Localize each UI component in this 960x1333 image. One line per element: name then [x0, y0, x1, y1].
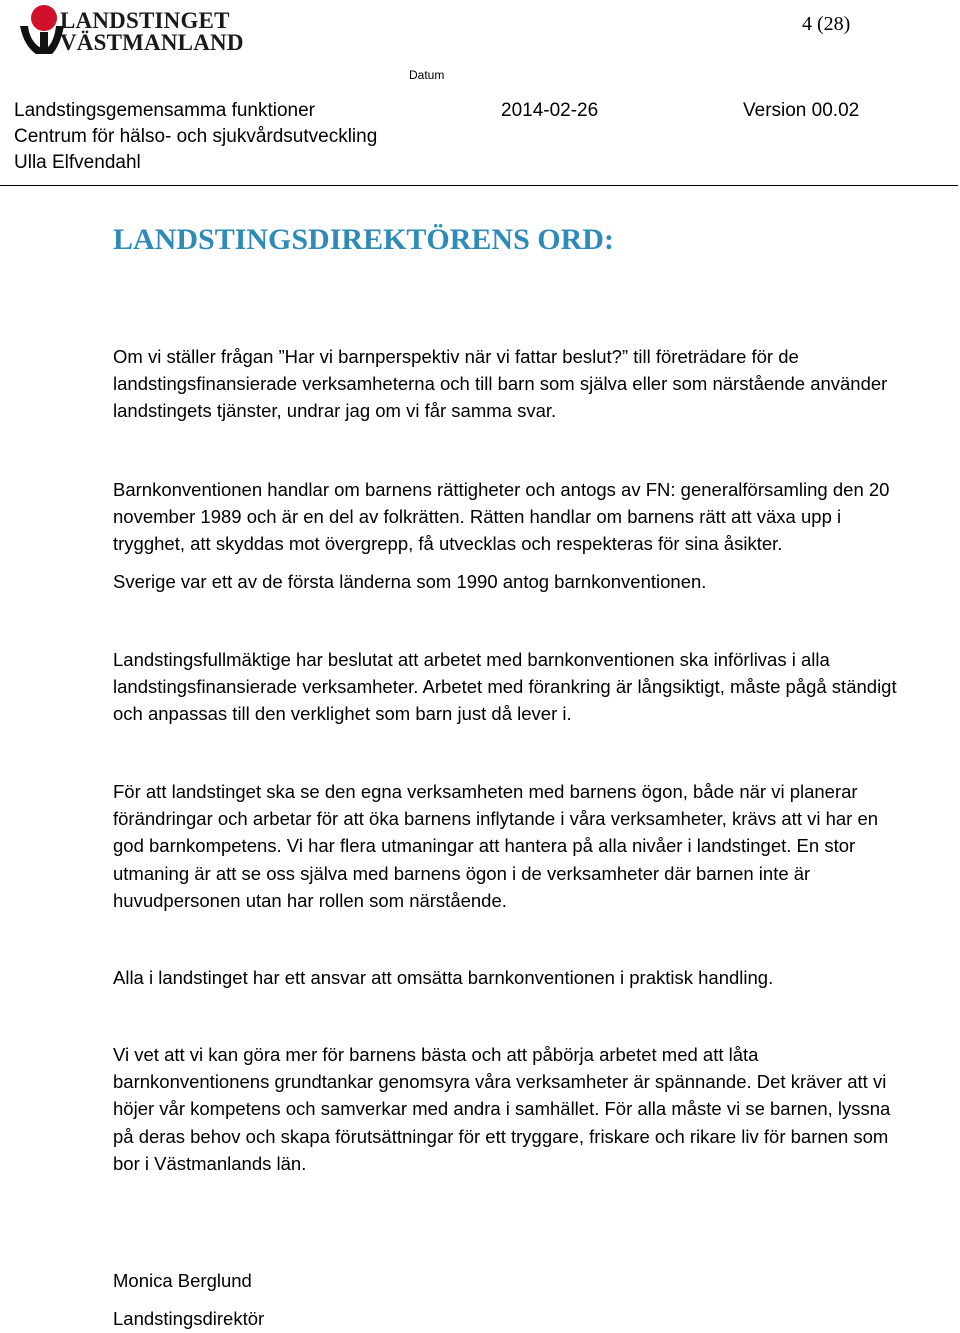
header-divider: [0, 185, 958, 186]
text-line: landstingsfinansierade verksamheterna och till barn som själva eller som närstående använder: [113, 373, 888, 395]
logo-line-2: VÄSTMANLAND: [60, 30, 244, 55]
text-line: Landstingsfullmäktige har beslutat att arbetet med barnkonventionen ska införlivas i alla: [113, 649, 830, 670]
text-line: bor i Västmanlands län.: [113, 1152, 307, 1174]
text-line: För att landstinget ska se den egna verksamheten med barnens ögon, både när vi planerar: [113, 781, 858, 802]
logo-line-1: LANDSTINGET: [60, 8, 230, 33]
department: Landstingsgemensamma funktioner: [14, 100, 316, 121]
document-date: 2014-02-26: [501, 100, 599, 121]
unit: Centrum för hälso- och sjukvårdsutveckling: [14, 126, 378, 147]
text-line: på deras behov och skapa förutsättningar för ett tryggare, friskare och rikare liv för barnen som: [113, 1125, 889, 1147]
text-line: Om vi ställer frågan ”Har vi barnperspektiv när vi fattar beslut?” till företrädare för de: [113, 346, 799, 367]
document-version: Version 00.02: [743, 100, 860, 121]
text-line: Alla i landstinget har ett ansvar att omsätta barnkonventionen i praktisk handling.: [113, 967, 774, 988]
text-line: förändringar och arbetar för att öka barnens inflytande i våra verksamheter, krävs att vi har en: [113, 808, 879, 830]
date-label: Datum: [409, 68, 445, 82]
paragraph-1: [113, 343, 953, 425]
author: Ulla Elfvendahl: [14, 152, 141, 173]
text-line: landstingsfinansierade verksamheter. Arbetet med förankring är långsiktigt, måste pågå ständigt: [113, 676, 897, 698]
text-line: och anpassas till den verklighet som barn just då lever i.: [113, 703, 572, 725]
logo-wordmark: [60, 10, 244, 54]
landstinget-logo: [14, 2, 244, 58]
text-line: Sverige var ett av de första länderna som 1990 antog barnkonventionen.: [113, 571, 707, 592]
paragraph-4: [113, 646, 953, 728]
text-line: Vi vet att vi kan göra mer för barnens bästa och att påbörja arbetet med att låta: [113, 1044, 759, 1065]
text-line: utmaning är att se oss själva med barnens ögon i de verksamheter där barnen inte är: [113, 862, 811, 884]
text-line: landstingets tjänster, undrar jag om vi får samma svar.: [113, 400, 557, 422]
signature-name: Monica Berglund: [113, 1270, 252, 1291]
paragraph-5: [113, 778, 953, 914]
signature-title: Landstingsdirektör: [113, 1308, 265, 1329]
text-line: trygghet, att skyddas mot övergrepp, få utvecklas och respekteras för sina åsikter.: [113, 533, 783, 555]
text-line: Barnkonventionen handlar om barnens rättigheter och antogs av FN: generalförsamling den 20: [113, 479, 890, 500]
text-line: barnkonventionens grundtankar genomsyra våra verksamheter är spännande. Det kräver att vi: [113, 1071, 887, 1093]
text-line: huvudpersonen utan har rollen som närstående.: [113, 889, 507, 911]
text-line: november 1989 och är en del av folkrätten. Rätten handlar om barnens rätt att växa upp i: [113, 506, 842, 528]
paragraph-2: [113, 476, 953, 558]
paragraph-3: [113, 568, 953, 595]
text-line: god barnkompetens. Vi har flera utmaningar att hantera på alla nivåer i landstinget. En stor: [113, 835, 856, 857]
paragraph-7: [113, 1041, 953, 1177]
text-line: höjer vår kompetens och samverkar med andra i samhället. För alla måste vi se barnen, lyssna: [113, 1098, 891, 1120]
page-number: 4 (28): [802, 13, 851, 35]
paragraph-6: [113, 964, 953, 991]
page-title: LANDSTINGSDIREKTÖRENS ORD:: [113, 223, 614, 256]
